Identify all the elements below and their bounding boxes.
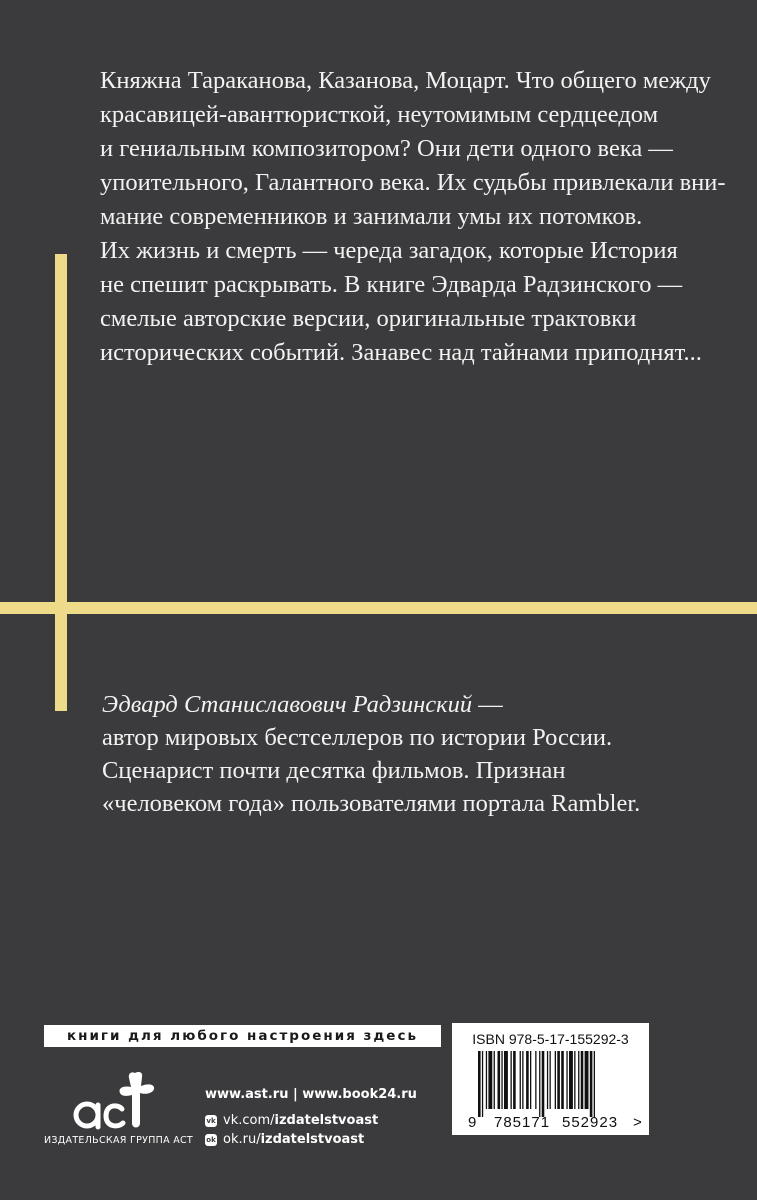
author-bio-heading xyxy=(102,688,722,721)
barcode-bars xyxy=(466,1051,646,1129)
barcode-bar xyxy=(561,1051,564,1109)
publisher-tagline: книги для любого настроения здесь xyxy=(44,1025,441,1047)
barcode-bar xyxy=(542,1051,545,1117)
barcode-bar xyxy=(555,1051,556,1109)
isbn-number: ISBN 978-5-17-155292-3 xyxy=(472,1031,629,1047)
decorative-vertical-line xyxy=(55,254,67,711)
barcode-bar xyxy=(498,1051,501,1109)
barcode-bar xyxy=(547,1051,548,1109)
barcode-bar xyxy=(482,1051,483,1117)
annotation-line: смелые авторские версии, оригинальные трактовки xyxy=(100,305,637,332)
barcode-digits-left: 785171 xyxy=(494,1114,551,1129)
barcode-bar xyxy=(535,1051,536,1109)
barcode-bar xyxy=(578,1051,579,1109)
barcode-bar xyxy=(569,1051,573,1109)
author-bio-line: Сценарист почти десятка фильмов. Признан xyxy=(102,757,566,784)
barcode-bar xyxy=(488,1051,492,1109)
publisher-links xyxy=(205,1087,417,1149)
author-bio xyxy=(102,688,722,820)
barcode-bar xyxy=(513,1051,516,1109)
annotation-line: Их жизнь и смерть — череда загадок, которые История xyxy=(100,237,678,264)
websites-link[interactable]: www.ast.ru | www.book24.ru xyxy=(205,1087,417,1102)
author-bio-line: «человеком года» пользователями портала Rambler. xyxy=(102,790,641,817)
ok-prefix: ok.ru/ xyxy=(223,1132,261,1147)
isbn-barcode xyxy=(452,1023,649,1135)
annotation-line: не спешит раскрывать. В книге Эдварда Радзинского — xyxy=(100,271,683,298)
annotation-line: исторических событий. Занавес над тайнами приподнят... xyxy=(100,339,702,366)
ok-icon: ok xyxy=(206,1135,216,1144)
barcode-bar xyxy=(581,1051,584,1109)
barcode-bar xyxy=(504,1051,508,1109)
annotation-line: упоительного, Галантного века. Их судьбы привлекали вни- xyxy=(100,169,726,196)
barcode-bar xyxy=(520,1051,521,1109)
barcode-bar xyxy=(486,1051,487,1109)
barcode-bar xyxy=(522,1051,523,1109)
annotation-line: и гениальным композитором? Они дети одного века — xyxy=(100,135,673,162)
barcode-bar xyxy=(501,1051,502,1109)
barcode-bar xyxy=(550,1051,551,1109)
author-name: Эдвард Станиславович Радзинский xyxy=(102,691,473,718)
barcode-bar xyxy=(511,1051,512,1109)
author-dash: — xyxy=(472,691,503,718)
barcode-arrow: > xyxy=(633,1114,642,1129)
publisher-caption: ИЗДАТЕЛЬСКАЯ ГРУППА АСТ xyxy=(44,1135,194,1146)
annotation-line: мание современников и занимали умы их потомков. xyxy=(100,203,643,230)
barcode-bar xyxy=(590,1051,593,1117)
barcode-bar xyxy=(557,1051,560,1109)
book-annotation xyxy=(100,64,726,370)
vk-handle: izdatelstvoast xyxy=(274,1113,379,1128)
barcode-bar xyxy=(585,1051,589,1109)
barcode-bar xyxy=(478,1051,481,1117)
barcode-digit-first: 9 xyxy=(468,1114,477,1129)
barcode-bar xyxy=(594,1051,595,1117)
ok-handle: izdatelstvoast xyxy=(260,1132,365,1147)
ok-link[interactable] xyxy=(205,1130,417,1149)
barcode-bar xyxy=(530,1051,531,1109)
vk-link[interactable] xyxy=(205,1111,417,1130)
decorative-horizontal-line xyxy=(0,602,757,614)
author-bio-line: автор мировых бестселлеров по истории России. xyxy=(102,724,613,751)
barcode-digits-right: 552923 xyxy=(562,1114,619,1129)
ast-logo-icon xyxy=(60,1065,170,1135)
barcode-bar xyxy=(566,1051,567,1109)
annotation-line: Княжна Тараканова, Казанова, Моцарт. Что общего между xyxy=(100,67,711,94)
barcode-bar xyxy=(494,1051,495,1109)
annotation-line: красавицей-авантюристкой, неутомимым сердцеедом xyxy=(100,101,659,128)
barcode-bar xyxy=(574,1051,575,1109)
barcode-bar xyxy=(539,1051,540,1117)
vk-icon: vk xyxy=(206,1116,216,1125)
barcode-bar xyxy=(526,1051,529,1109)
vk-prefix: vk.com/ xyxy=(223,1113,275,1128)
